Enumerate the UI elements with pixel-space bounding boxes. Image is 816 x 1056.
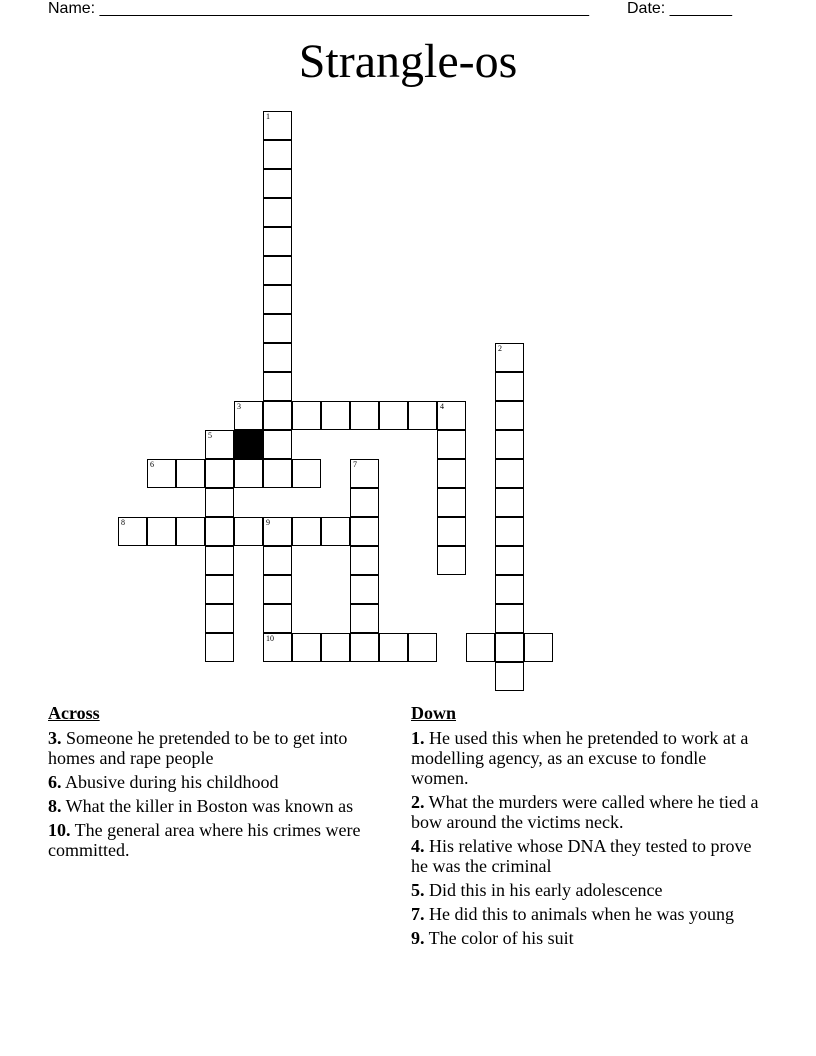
across-clues bbox=[48, 703, 368, 864]
clue-across-3 bbox=[48, 728, 368, 768]
clue-number: 9. bbox=[411, 928, 425, 948]
clue-number-label: 1 bbox=[266, 112, 270, 121]
date-field-label: Date: _______ bbox=[627, 0, 732, 17]
clue-text: He did this to animals when he was young bbox=[424, 904, 734, 924]
page-title: Strangle-os bbox=[298, 35, 518, 88]
grid-cell[interactable] bbox=[495, 517, 524, 546]
grid-cell[interactable] bbox=[495, 604, 524, 633]
grid-cell[interactable] bbox=[118, 517, 147, 546]
grid-cell[interactable] bbox=[350, 517, 379, 546]
clue-down-9 bbox=[411, 928, 766, 948]
grid-cell[interactable] bbox=[437, 401, 466, 430]
grid-cell[interactable] bbox=[495, 459, 524, 488]
grid-cell[interactable] bbox=[234, 459, 263, 488]
grid-cell[interactable] bbox=[292, 517, 321, 546]
clue-number-label: 9 bbox=[266, 518, 270, 527]
clue-down-1 bbox=[411, 728, 766, 788]
grid-cell[interactable] bbox=[350, 546, 379, 575]
grid-cell[interactable] bbox=[263, 604, 292, 633]
grid-cell[interactable] bbox=[234, 517, 263, 546]
clue-down-5 bbox=[411, 880, 766, 900]
grid-cell[interactable] bbox=[263, 372, 292, 401]
grid-cell[interactable] bbox=[350, 401, 379, 430]
clue-number: 8. bbox=[48, 796, 62, 816]
clue-number-label: 5 bbox=[208, 431, 212, 440]
grid-cell[interactable] bbox=[263, 169, 292, 198]
grid-cell[interactable] bbox=[263, 430, 292, 459]
grid-cell[interactable] bbox=[379, 633, 408, 662]
grid-cell[interactable] bbox=[205, 546, 234, 575]
clue-across-8 bbox=[48, 796, 368, 816]
clue-text: The general area where his crimes were committed. bbox=[48, 820, 361, 860]
grid-cell[interactable] bbox=[350, 633, 379, 662]
grid-cell[interactable] bbox=[234, 401, 263, 430]
grid-cell[interactable] bbox=[205, 488, 234, 517]
grid-cell[interactable] bbox=[495, 546, 524, 575]
down-clues bbox=[411, 703, 766, 952]
grid-cell[interactable] bbox=[350, 575, 379, 604]
clue-number: 1. bbox=[411, 728, 425, 748]
clue-number: 3. bbox=[48, 728, 62, 748]
grid-cell[interactable] bbox=[147, 517, 176, 546]
clue-down-2 bbox=[411, 792, 766, 832]
grid-cell[interactable] bbox=[176, 459, 205, 488]
grid-cell[interactable] bbox=[263, 517, 292, 546]
clue-number: 4. bbox=[411, 836, 425, 856]
grid-cell[interactable] bbox=[263, 256, 292, 285]
grid-cell[interactable] bbox=[263, 285, 292, 314]
grid-cell[interactable] bbox=[379, 401, 408, 430]
grid-cell[interactable] bbox=[466, 633, 495, 662]
clue-number: 10. bbox=[48, 820, 71, 840]
grid-cell[interactable] bbox=[263, 314, 292, 343]
grid-cell[interactable] bbox=[205, 633, 234, 662]
clue-text: The color of his suit bbox=[424, 928, 574, 948]
grid-cell[interactable] bbox=[524, 633, 553, 662]
clue-text: What the murders were called where he tied a bow around the victims neck. bbox=[411, 792, 759, 832]
clue-down-7 bbox=[411, 904, 766, 924]
grid-cell[interactable] bbox=[263, 227, 292, 256]
grid-cell[interactable] bbox=[321, 401, 350, 430]
grid-cell[interactable] bbox=[176, 517, 205, 546]
grid-cell[interactable] bbox=[495, 401, 524, 430]
clue-across-10 bbox=[48, 820, 368, 860]
across-heading: Across bbox=[48, 703, 100, 723]
grid-cell[interactable] bbox=[292, 401, 321, 430]
grid-cell[interactable] bbox=[495, 430, 524, 459]
clue-number: 7. bbox=[411, 904, 425, 924]
grid-cell[interactable] bbox=[437, 430, 466, 459]
clue-number: 6. bbox=[48, 772, 62, 792]
clue-number-label: 6 bbox=[150, 460, 154, 469]
grid-block-cell bbox=[234, 430, 263, 459]
grid-cell[interactable] bbox=[350, 459, 379, 488]
clue-number: 2. bbox=[411, 792, 425, 812]
down-heading: Down bbox=[411, 703, 457, 723]
grid-cell[interactable] bbox=[263, 111, 292, 140]
grid-cell[interactable] bbox=[292, 459, 321, 488]
grid-cell[interactable] bbox=[437, 459, 466, 488]
clue-number-label: 2 bbox=[498, 344, 502, 353]
clue-number-label: 8 bbox=[121, 518, 125, 527]
clue-number-label: 3 bbox=[237, 402, 241, 411]
grid-cell[interactable] bbox=[350, 604, 379, 633]
grid-cell[interactable] bbox=[495, 372, 524, 401]
clue-down-4 bbox=[411, 836, 766, 876]
grid-cell[interactable] bbox=[437, 546, 466, 575]
clue-across-6 bbox=[48, 772, 368, 792]
grid-cell[interactable] bbox=[437, 517, 466, 546]
grid-cell[interactable] bbox=[263, 575, 292, 604]
clue-number: 5. bbox=[411, 880, 425, 900]
grid-cell[interactable] bbox=[147, 459, 176, 488]
grid-cell[interactable] bbox=[263, 633, 292, 662]
grid-cell[interactable] bbox=[263, 459, 292, 488]
grid-cell[interactable] bbox=[263, 546, 292, 575]
grid-cell[interactable] bbox=[495, 633, 524, 662]
clue-text: His relative whose DNA they tested to prove he was the criminal bbox=[411, 836, 752, 876]
clue-text: Abusive during his childhood bbox=[61, 772, 279, 792]
grid-cell[interactable] bbox=[321, 633, 350, 662]
clue-text: Someone he pretended to be to get into homes and rape people bbox=[48, 728, 348, 768]
grid-cell[interactable] bbox=[437, 488, 466, 517]
grid-cell[interactable] bbox=[205, 604, 234, 633]
grid-cell[interactable] bbox=[495, 343, 524, 372]
grid-cell[interactable] bbox=[263, 140, 292, 169]
grid-cell[interactable] bbox=[408, 633, 437, 662]
grid-cell[interactable] bbox=[205, 430, 234, 459]
clue-text: Did this in his early adolescence bbox=[424, 880, 663, 900]
name-field-label: Name: _______________________________________________________ bbox=[48, 0, 589, 17]
clue-text: What the killer in Boston was known as bbox=[61, 796, 354, 816]
grid-cell[interactable] bbox=[292, 633, 321, 662]
grid-cell[interactable] bbox=[263, 198, 292, 227]
grid-cell[interactable] bbox=[263, 401, 292, 430]
grid-cell[interactable] bbox=[495, 488, 524, 517]
grid-cell[interactable] bbox=[408, 401, 437, 430]
grid-cell[interactable] bbox=[350, 488, 379, 517]
clue-number-label: 10 bbox=[266, 634, 274, 643]
grid-cell[interactable] bbox=[205, 575, 234, 604]
grid-cell[interactable] bbox=[205, 459, 234, 488]
clue-text: He used this when he pretended to work at a modelling agency, as an excuse to fondle women. bbox=[411, 728, 749, 788]
grid-cell[interactable] bbox=[205, 517, 234, 546]
grid-cell[interactable] bbox=[495, 575, 524, 604]
clue-number-label: 4 bbox=[440, 402, 444, 411]
grid-cell[interactable] bbox=[263, 343, 292, 372]
grid-cell[interactable] bbox=[495, 662, 524, 691]
grid-cell[interactable] bbox=[321, 517, 350, 546]
clue-number-label: 7 bbox=[353, 460, 357, 469]
